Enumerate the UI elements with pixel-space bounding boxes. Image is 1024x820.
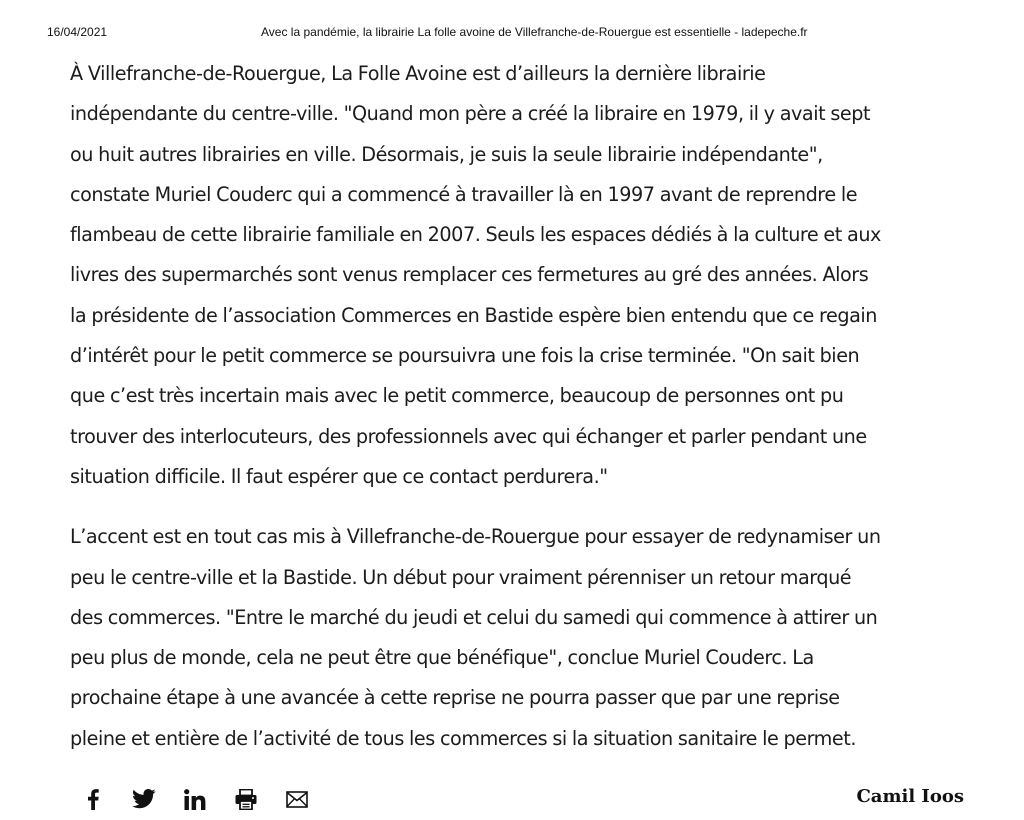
- text-line: peu plus de monde, cela ne peut être que bénéfique", conclue Muriel Couderc. La: [70, 646, 814, 670]
- print-date: 16/04/2021: [47, 25, 108, 39]
- twitter-icon: [132, 789, 156, 809]
- text-line: que c’est très incertain mais avec le petit commerce, beaucoup de personnes ont pu: [70, 384, 844, 408]
- email-share-button[interactable]: [282, 784, 312, 814]
- text-line: ou huit autres librairies en ville. Désormais, je suis la seule librairie indépendante",: [70, 142, 823, 166]
- text-line: livres des supermarchés sont venus remplacer ces fermetures au gré des années. Alors: [70, 263, 869, 287]
- article-body: [70, 54, 970, 759]
- linkedin-share-button[interactable]: [180, 784, 210, 814]
- text-line: À Villefranche-de-Rouergue, La Folle Avoine est d’ailleurs la dernière librairie: [70, 62, 766, 85]
- article-paragraph: [70, 517, 970, 759]
- text-line: des commerces. "Entre le marché du jeudi et celui du samedi qui commence à attirer un: [70, 605, 878, 629]
- text-line: L’accent est en tout cas mis à Villefranche-de-Rouergue pour essayer de redynamiser un: [70, 525, 881, 549]
- text-line: pleine et entière de l’activité de tous les commerces si la situation sanitaire le permet.: [70, 726, 857, 750]
- print-icon: [235, 789, 257, 810]
- text-line: flambeau de cette librairie familiale en 2007. Seuls les espaces dédiés à la culture et aux: [70, 223, 881, 247]
- text-line: prochaine étape à une avancée à cette reprise ne pourra passer que par une reprise: [70, 686, 840, 710]
- article-paragraph: [70, 54, 970, 497]
- text-line: trouver des interlocuteurs, des professionnels avec qui échanger et parler pendant une: [70, 424, 867, 448]
- text-line: indépendante du centre-ville. "Quand mon père a créé la libraire en 1979, il y avait sept: [70, 102, 871, 126]
- text-line: peu le centre-ville et la Bastide. Un début pour vraiment pérenniser un retour marqué: [70, 565, 852, 589]
- text-line: constate Muriel Couderc qui a commencé à travailler là en 1997 avant de reprendre le: [70, 182, 858, 206]
- email-icon: [286, 791, 308, 808]
- print-page-title: Avec la pandémie, la librairie La folle avoine de Villefranche-de-Rouergue est essentielle - ladepeche.fr: [261, 25, 808, 39]
- author-name: Camil Ioos: [856, 786, 964, 807]
- print-header: [0, 25, 1024, 41]
- text-line: d’intérêt pour le petit commerce se poursuivra une fois la crise terminée. "On sait bien: [70, 344, 860, 368]
- text-line: la présidente de l’association Commerces en Bastide espère bien entendu que ce regain: [70, 303, 877, 327]
- twitter-share-button[interactable]: [129, 784, 159, 814]
- facebook-icon: [86, 788, 100, 810]
- share-bar: [78, 784, 333, 814]
- print-button[interactable]: [231, 784, 261, 814]
- linkedin-icon: [184, 789, 206, 810]
- facebook-share-button[interactable]: [78, 784, 108, 814]
- text-line: situation difficile. Il faut espérer que ce contact perdurera.": [70, 464, 608, 488]
